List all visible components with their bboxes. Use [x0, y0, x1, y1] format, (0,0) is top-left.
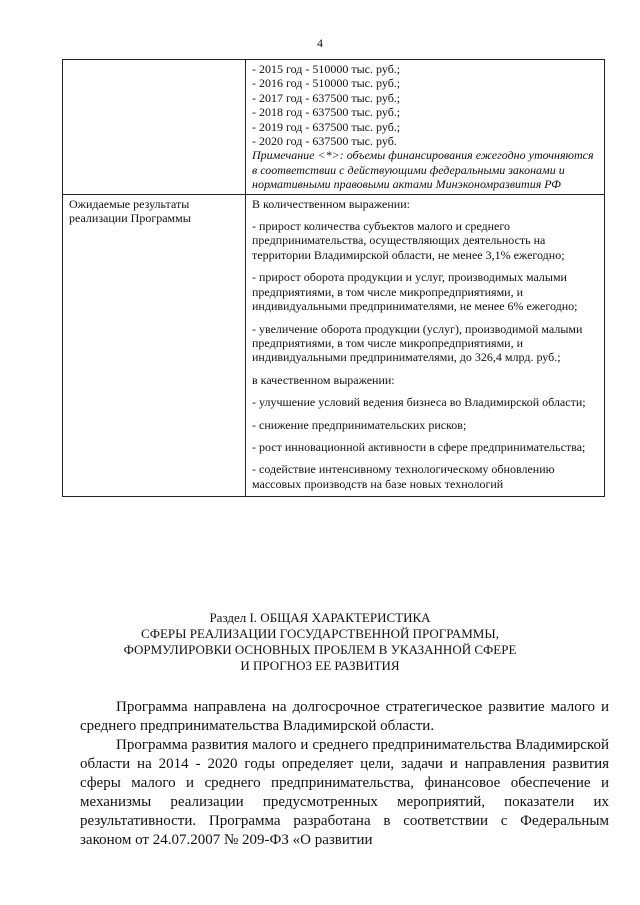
results-item: - содействие интенсивному технологическому обновлению массовых производств на базе новых технологий	[252, 462, 555, 491]
funding-line-2019: - 2019 год - 637500 тыс. руб.;	[252, 119, 401, 134]
program-passport-table	[62, 59, 605, 497]
funding-cell	[246, 60, 605, 195]
results-item: - прирост количества субъектов малого и среднего предпринимательства, осуществляющих деятельность на территории Владимирской области, не менее 3,1% ежегодно;	[252, 219, 565, 262]
section-heading-line: СФЕРЫ РЕАЛИЗАЦИИ ГОСУДАРСТВЕННОЙ ПРОГРАММЫ,	[141, 626, 499, 641]
results-quantitative-heading: В количественном выражении:	[252, 196, 410, 211]
funding-line-2015: - 2015 год - 510000 тыс. руб.;	[252, 62, 401, 76]
row-label-empty	[63, 60, 246, 195]
section-heading-line: ФОРМУЛИРОВКИ ОСНОВНЫХ ПРОБЛЕМ В УКАЗАННОЙ СФЕРЕ	[123, 642, 517, 657]
funding-note: Примечание <*>: объемы финансирования ежегодно уточняются в соответствии с действующими федеральными законами и нормативными правовыми актами Минэкономразвития РФ	[252, 148, 594, 192]
results-item: - снижение предпринимательских рисков;	[252, 417, 467, 432]
section-heading-line: Раздел I. ОБЩАЯ ХАРАКТЕРИСТИКА	[209, 610, 431, 625]
body-paragraph: Программа направлена на долгосрочное стратегическое развитие малого и среднего предпринимательства Владимирской области.	[80, 699, 609, 734]
expected-results-cell	[246, 194, 605, 497]
table-row-funding	[63, 60, 605, 195]
results-qualitative-heading: в качественном выражении:	[252, 372, 395, 387]
page-number: 4	[317, 36, 323, 50]
results-item: - увеличение оборота продукции (услуг), производимой малыми предприятиями, в том числе микропредприятиями, и индивидуальными предпринимателями, до 326,4 млрд. руб.;	[252, 321, 583, 365]
section-heading-line: И ПРОГНОЗ ЕЕ РАЗВИТИЯ	[240, 658, 400, 673]
funding-line-2017: - 2017 год - 637500 тыс. руб.;	[252, 90, 401, 105]
table-row-expected-results	[63, 194, 605, 497]
results-item: - рост инновационной активности в сфере предпринимательства;	[252, 439, 586, 454]
body-paragraph: Программа развития малого и среднего предпринимательства Владимирской области на 2014 - 2020 годы определяет цели, задачи и направления развития сферы малого и среднего предпринимательства, финансовое обеспечение и механизмы реализации предусмотренных мероприятий, показатели их результативности. Программа разработана в соответствии с Федеральным законом от 24.07.2007 № 209-ФЗ «О развитии	[80, 737, 609, 848]
results-item: - улучшение условий ведения бизнеса во Владимирской области;	[252, 395, 586, 410]
section-body	[80, 698, 609, 850]
funding-line-2018: - 2018 год - 637500 тыс. руб.;	[252, 105, 401, 120]
funding-line-2020: - 2020 год - 637500 тыс. руб.	[252, 134, 397, 149]
results-item: - прирост оборота продукции и услуг, производимых малыми предприятиями, в том числе микропредприятиями, и индивидуальными предпринимателями, не менее 6% ежегодно;	[252, 270, 578, 314]
funding-line-2016: - 2016 год - 510000 тыс. руб.;	[252, 76, 401, 91]
section-heading	[0, 610, 640, 674]
row-label-expected-results: Ожидаемые результаты реализации Программы	[63, 194, 246, 497]
